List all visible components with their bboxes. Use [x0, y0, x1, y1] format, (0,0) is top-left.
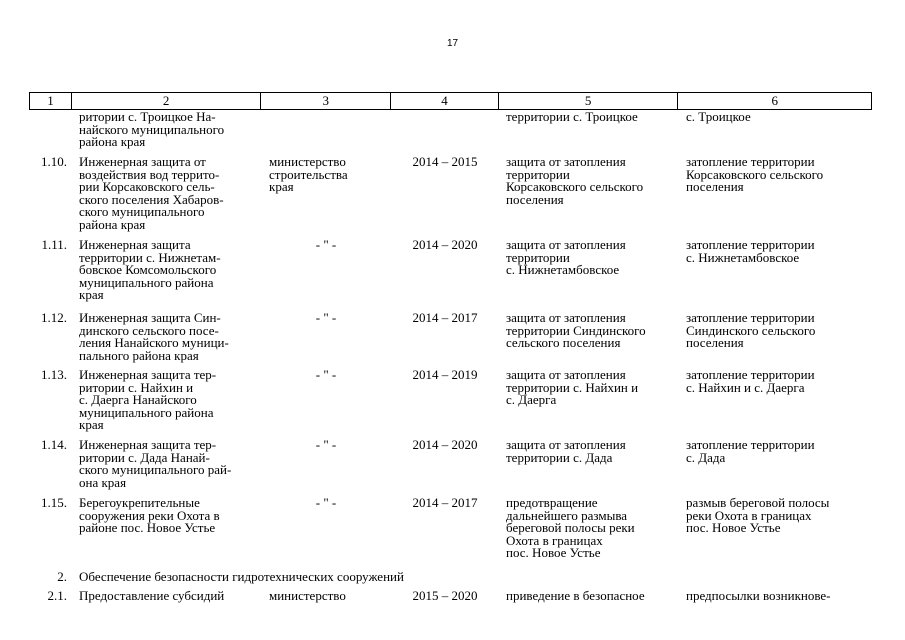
risk-line: пос. Новое Устье	[686, 520, 781, 536]
period: 2014 – 2017	[412, 495, 478, 510]
measure-name-line: Инженерная защита от	[79, 154, 206, 169]
responsible-agency	[261, 111, 391, 149]
measure-name-line: территории с. Нижнетам-	[79, 249, 221, 265]
row-number: 1.15.	[41, 495, 67, 510]
expected-result-line: защита от затопления	[506, 154, 626, 169]
expected-result-line: предотвращение	[506, 495, 598, 510]
responsible-agency	[261, 369, 391, 432]
header-col-3: 3	[261, 93, 391, 109]
measure-name-line: ского поселения Хабаров-	[79, 191, 224, 207]
risk	[679, 497, 872, 560]
header-col-6: 6	[771, 93, 778, 108]
measure-name-line: Предоставление субсидий	[79, 588, 225, 603]
period: 2014 – 2020	[412, 437, 478, 452]
expected-result-line: Корсаковского сельского	[506, 179, 644, 195]
expected-result	[499, 439, 679, 489]
measure-name	[71, 497, 261, 560]
responsible-agency	[261, 439, 391, 489]
row-number: 1.10.	[41, 154, 67, 169]
measure-name-line: Инженерная защита Син-	[79, 310, 221, 325]
row-number: 2.1.	[47, 588, 67, 603]
measure-name-line: с. Даерга Нанайского	[79, 392, 197, 408]
measure-name-line: Инженерная защита тер-	[79, 437, 217, 452]
measure-name-line: ления Нанайского муници-	[79, 335, 229, 351]
table-row	[29, 497, 872, 560]
measure-name-line: рии Корсаковского сель-	[79, 179, 215, 195]
table-row	[29, 239, 872, 302]
measure-name	[71, 369, 261, 432]
expected-result-line: территории с. Троицкое	[506, 109, 638, 124]
expected-result-line: территории Синдинского	[506, 322, 646, 338]
table-row-last	[29, 590, 872, 603]
period: 2015 – 2020	[412, 588, 478, 603]
row-number: 1.13.	[41, 367, 67, 382]
expected-result-line: с. Нижнетамбовское	[506, 262, 620, 278]
measure-name-line: района края	[79, 134, 146, 150]
expected-result-line: с. Даерга	[506, 392, 557, 408]
expected-result-line: территории	[506, 166, 570, 182]
measure-name-line: района края	[79, 216, 146, 232]
measure-name-line: динского сельского посе-	[79, 322, 219, 338]
risk-line: затопление территории	[686, 154, 815, 169]
measure-name-line: Инженерная защита тер-	[79, 367, 217, 382]
measure-name-line: края	[79, 287, 104, 303]
responsible-agency-line: министерство	[269, 154, 346, 169]
header-col-4: 4	[391, 93, 499, 109]
measure-name-line: ского муниципального рай-	[79, 462, 232, 478]
risk-line: реки Охота в границах	[686, 507, 812, 523]
measure-name-line: Инженерная защита	[79, 237, 191, 252]
risk	[679, 312, 872, 362]
responsible-agency-line: - " -	[315, 237, 337, 252]
measure-name	[71, 439, 261, 489]
measure-name-line: она края	[79, 474, 127, 490]
header-col-2: 2	[72, 93, 262, 109]
measure-name-line: муниципального района	[79, 274, 214, 290]
period: 2014 – 2017	[412, 310, 478, 325]
table-row	[29, 111, 872, 149]
period	[391, 111, 499, 149]
risk	[679, 239, 872, 302]
measure-name	[71, 239, 261, 302]
measure-name-line: Берегоукрепительные	[79, 495, 200, 510]
header-col-1: 1	[30, 93, 72, 109]
page-number: 17	[446, 38, 459, 49]
measure-name-line: муниципального района	[79, 404, 214, 420]
expected-result-line: территории с. Найхин и	[506, 379, 639, 395]
expected-result-line: поселения	[506, 191, 564, 207]
row-number: 1.14.	[41, 437, 67, 452]
table-row	[29, 312, 872, 362]
risk	[679, 111, 872, 149]
expected-result	[499, 590, 679, 603]
risk-line: с. Дада	[686, 449, 726, 465]
risk-line: размыв береговой полосы	[686, 495, 830, 510]
risk-line: поселения	[686, 335, 744, 351]
risk-line: затопление территории	[686, 310, 815, 325]
measure-name-line: ритории с. Найхин и	[79, 379, 194, 395]
risk	[679, 590, 872, 603]
period: 2014 – 2019	[412, 367, 478, 382]
measure-name-line: края	[79, 417, 104, 433]
responsible-agency-line: министерство	[269, 588, 346, 603]
measure-name-line: ритории с. Троицкое На-	[79, 109, 216, 124]
responsible-agency-line: - " -	[315, 495, 337, 510]
section-heading	[29, 570, 872, 583]
risk-line: предпосылки возникнове-	[686, 588, 831, 603]
expected-result-line: защита от затопления	[506, 367, 626, 382]
expected-result-line: сельского поселения	[506, 335, 621, 351]
expected-result-line: Охота в границах	[506, 532, 603, 548]
expected-result-line: пос. Новое Устье	[506, 545, 601, 561]
period: 2014 – 2015	[412, 154, 478, 169]
responsible-agency	[261, 156, 391, 232]
responsible-agency-line: края	[269, 179, 294, 195]
measure-name-line: ритории с. Дада Нанай-	[79, 449, 210, 465]
measure-name	[71, 312, 261, 362]
risk-line: с. Троицкое	[686, 109, 751, 124]
measure-name-line: пального района края	[79, 347, 199, 363]
risk	[679, 156, 872, 232]
risk-line: с. Найхин и с. Даерга	[686, 379, 805, 395]
measure-name-line: воздействия вод террито-	[79, 166, 220, 182]
table-header	[29, 92, 872, 110]
table-row	[29, 439, 872, 489]
responsible-agency	[261, 312, 391, 362]
measure-name-line: найского муниципального	[79, 121, 225, 137]
period: 2014 – 2020	[412, 237, 478, 252]
risk-line: с. Нижнетамбовское	[686, 249, 800, 265]
responsible-agency	[261, 590, 391, 603]
measure-name-line: ского муниципального	[79, 204, 205, 220]
expected-result	[499, 239, 679, 302]
table-row	[29, 369, 872, 432]
expected-result-line: защита от затопления	[506, 437, 626, 452]
responsible-agency-line: - " -	[315, 310, 337, 325]
row-number	[29, 111, 71, 149]
expected-result	[499, 312, 679, 362]
measure-name-line: районе пос. Новое Устье	[79, 520, 216, 536]
responsible-agency	[261, 497, 391, 560]
expected-result-line: защита от затопления	[506, 310, 626, 325]
expected-result	[499, 156, 679, 232]
responsible-agency	[261, 239, 391, 302]
responsible-agency-line: - " -	[315, 437, 337, 452]
risk-line: затопление территории	[686, 237, 815, 252]
measure-name	[71, 111, 261, 149]
measure-name-line: бовское Комсомольского	[79, 262, 217, 278]
row-number: 1.12.	[41, 310, 67, 325]
expected-result-line: дальнейшего размыва	[506, 507, 628, 523]
header-col-5: 5	[499, 93, 679, 109]
risk-line: Синдинского сельского	[686, 322, 816, 338]
expected-result	[499, 111, 679, 149]
expected-result-line: приведение в безопасное	[506, 588, 645, 603]
risk	[679, 369, 872, 432]
section-title: Обеспечение безопасности гидротехнических сооружений	[79, 569, 404, 584]
section-number: 2.	[57, 569, 67, 584]
responsible-agency-line: строительства	[269, 166, 348, 182]
expected-result-line: защита от затопления	[506, 237, 626, 252]
responsible-agency-line: - " -	[315, 367, 337, 382]
risk	[679, 439, 872, 489]
measure-name	[71, 156, 261, 232]
measure-name-line: сооружения реки Охота в	[79, 507, 220, 523]
risk-line: Корсаковского сельского	[686, 166, 824, 182]
risk-line: затопление территории	[686, 367, 815, 382]
risk-line: затопление территории	[686, 437, 815, 452]
expected-result	[499, 369, 679, 432]
expected-result-line: территории с. Дада	[506, 449, 613, 465]
measure-name	[71, 590, 261, 603]
risk-line: поселения	[686, 179, 744, 195]
table-row	[29, 156, 872, 232]
row-number: 1.11.	[41, 237, 67, 252]
expected-result	[499, 497, 679, 560]
expected-result-line: береговой полосы реки	[506, 520, 635, 536]
expected-result-line: территории	[506, 249, 570, 265]
